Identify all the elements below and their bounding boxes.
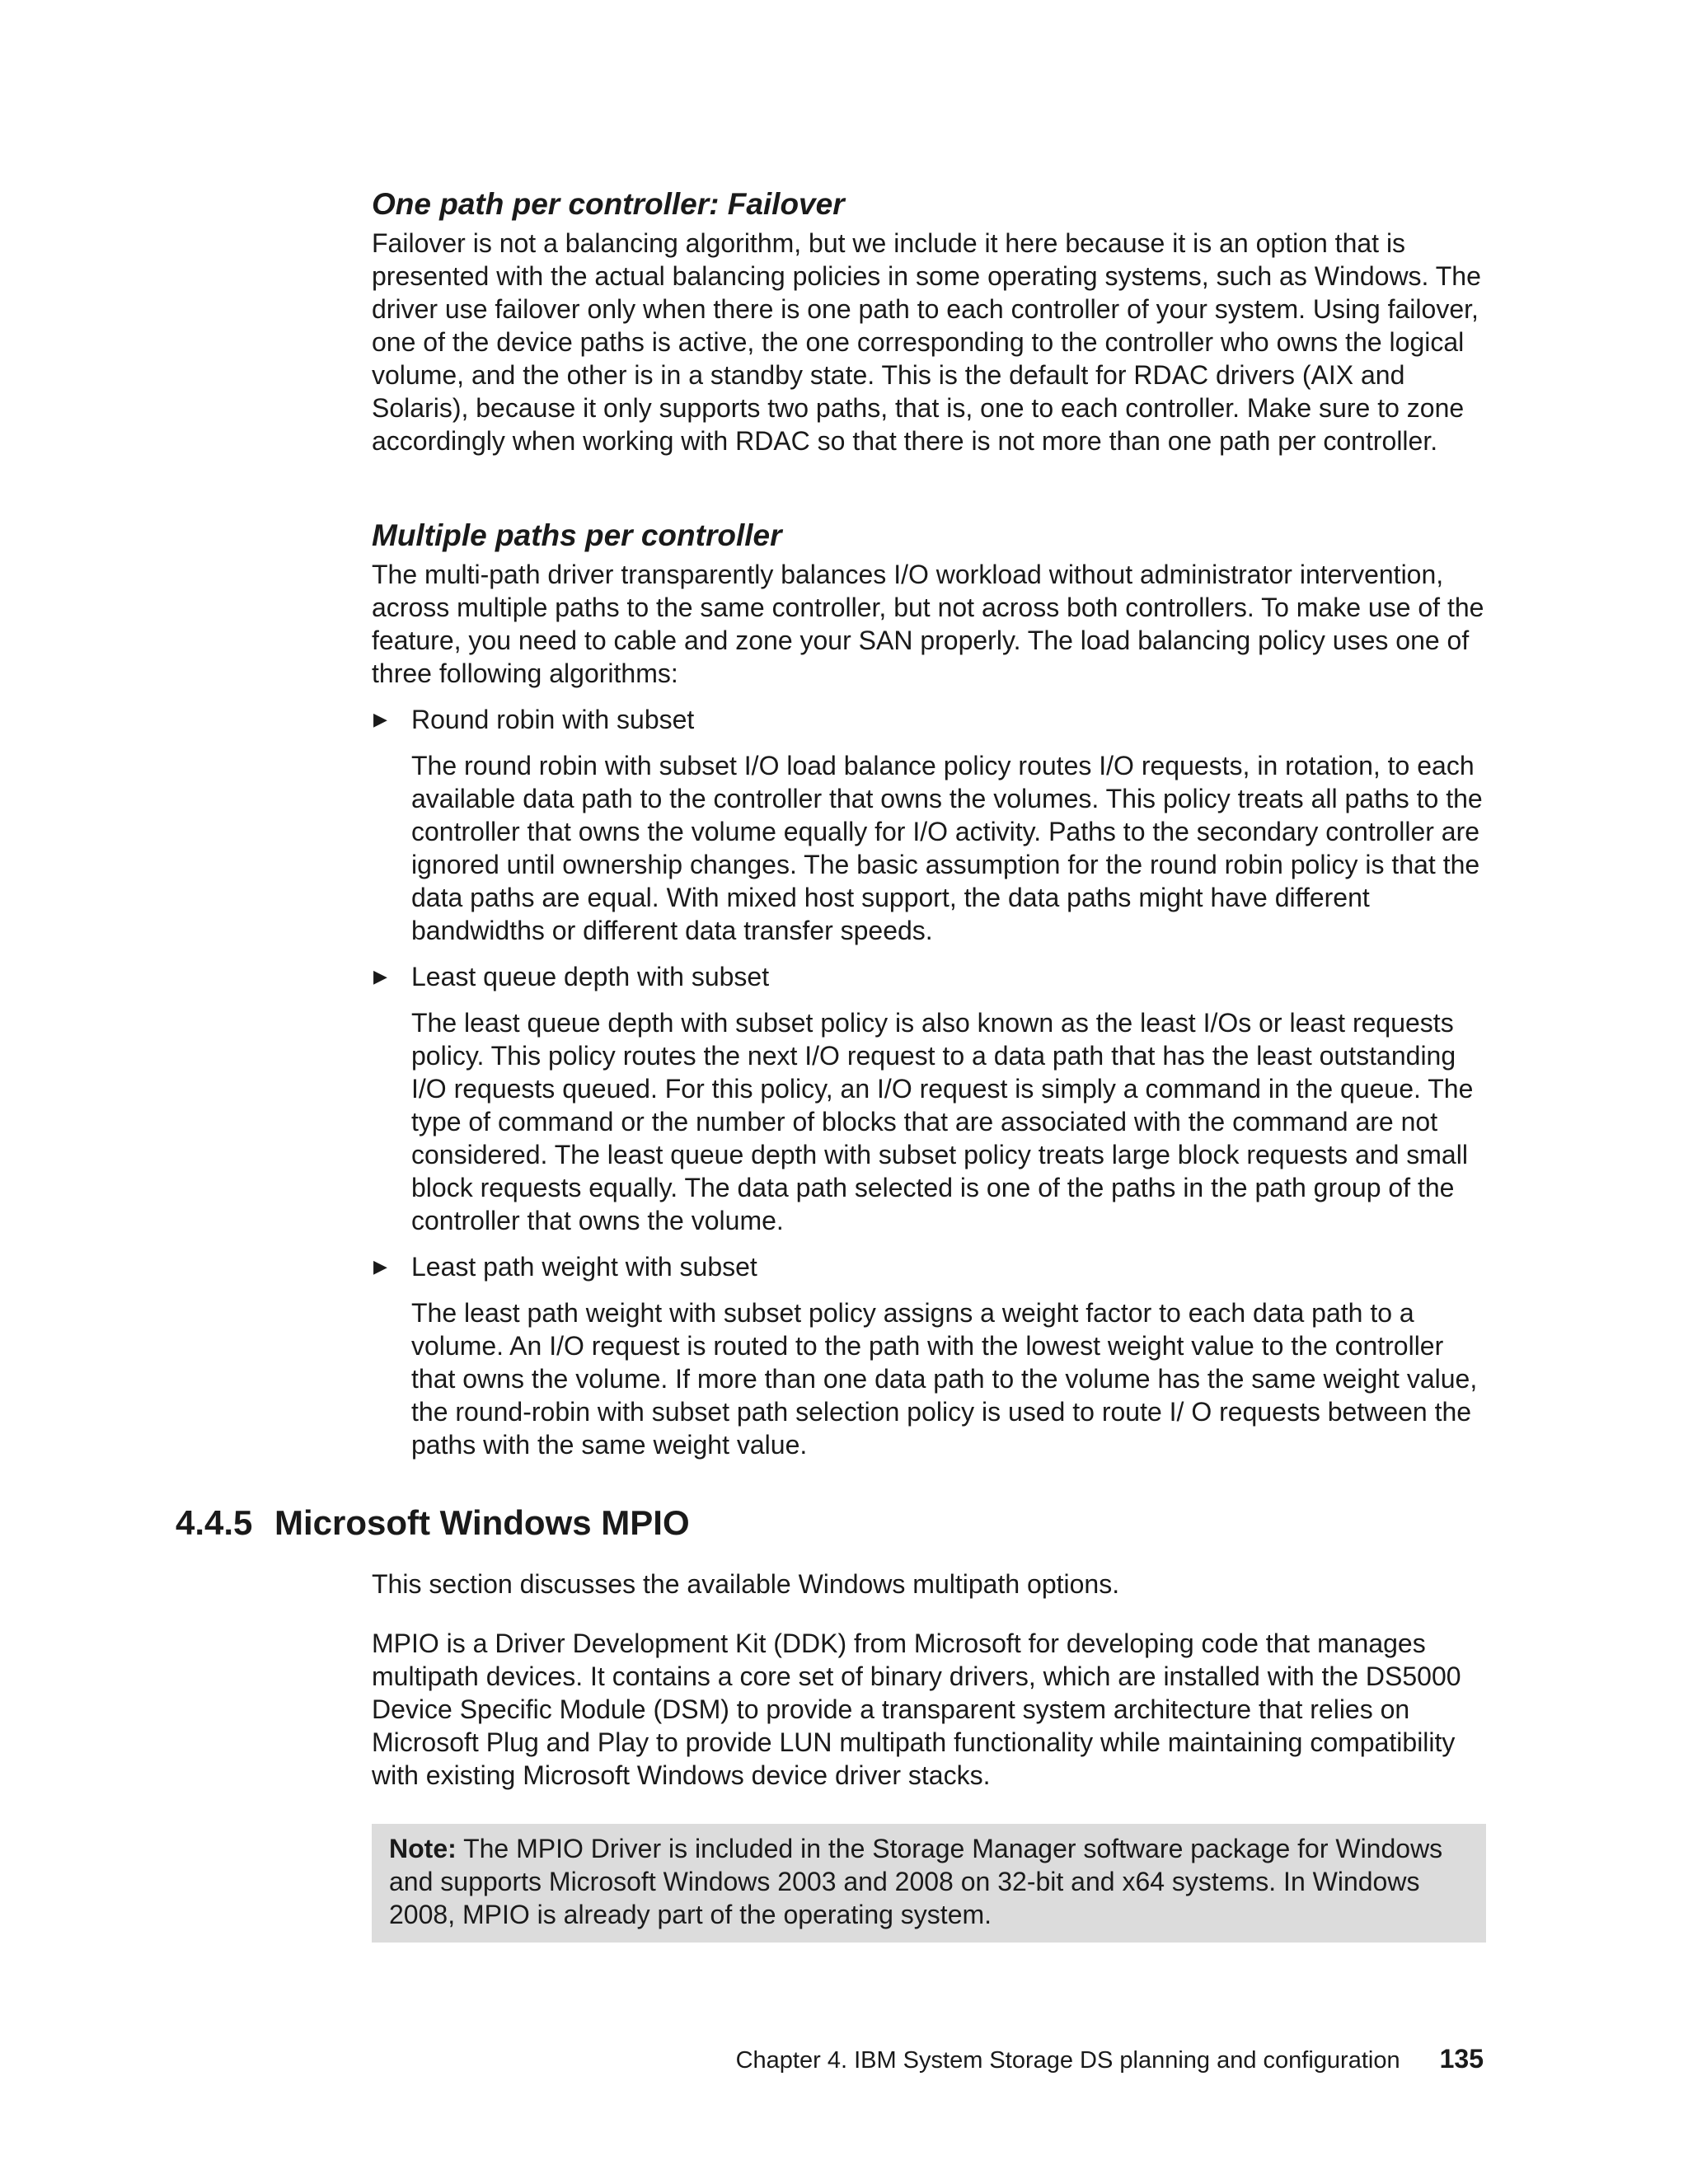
note-text: The MPIO Driver is included in the Storage Manager software package for Windows and supports Microsoft Windows 2003 and 2008 on 32-bit and x64 systems. In Windows 2008, MPIO is already part of the operating system. bbox=[389, 1834, 1443, 1929]
section-title: Microsoft Windows MPIO bbox=[274, 1503, 690, 1542]
mpio-paragraph: MPIO is a Driver Development Kit (DDK) from Microsoft for developing code that manages multipath devices. It contains a core set of binary drivers, which are installed with the DS5000 Device Specific Module (DSM) to provide a transparent system architecture that relies on Microsoft Plug and Play to provide LUN multipath functionality while maintaining compatibility with existing Microsoft Windows device driver stacks. bbox=[372, 1629, 1461, 1790]
bullet-triangle-icon: ▶ bbox=[373, 1256, 387, 1277]
list-item bbox=[372, 960, 1484, 993]
multipath-paragraph: The multi-path driver transparently balances I/O workload without administrator intervention, across multiple paths to the same controller, but not across both controllers. To make use of the feature, you need to cable and zone your SAN properly. The load balancing policy uses one of three following algorithms: bbox=[372, 560, 1484, 688]
multipath-heading: Multiple paths per controller bbox=[372, 518, 782, 552]
list-item bbox=[372, 1250, 1484, 1283]
failover-paragraph: Failover is not a balancing algorithm, but we include it here because it is an option that is presented with the actual balancing policies in some operating systems, such as Windows. The driver use failover only when there is one path to each controller of your system. Using failover, one of the device paths is active, the one corresponding to the controller who owns the logical volume, and the other is in a standby state. This is the default for RDAC drivers (AIX and Solaris), because it only supports two paths, that is, one to each controller. Make sure to zone accordingly when working with RDAC so that there is not more than one path per controller. bbox=[372, 228, 1481, 456]
bullet-triangle-icon: ▶ bbox=[373, 709, 387, 729]
bullet-title: Round robin with subset bbox=[411, 705, 695, 734]
mpio-intro: This section discusses the available Windows multipath options. bbox=[372, 1569, 1120, 1599]
bullet-list bbox=[372, 703, 1484, 1461]
note-label: Note: bbox=[389, 1834, 457, 1863]
page-footer bbox=[736, 2044, 1484, 2075]
page-number: 135 bbox=[1439, 2044, 1484, 2074]
section-number: 4.4.5 bbox=[176, 1503, 253, 1542]
bullet-triangle-icon: ▶ bbox=[373, 966, 387, 987]
bullet-title: Least queue depth with subset bbox=[411, 962, 770, 991]
multipath-section bbox=[372, 519, 1484, 1461]
note-box bbox=[372, 1824, 1486, 1943]
failover-section bbox=[372, 188, 1484, 457]
bullet-body: The round robin with subset I/O load balance policy routes I/O requests, in rotation, to each available data path to the controller that owns the volumes. This policy treats all paths to the controller that owns the volume equally for I/O activity. Paths to the secondary controller are ignored until ownership changes. The basic assumption for the round robin policy is that the data paths are equal. With mixed host support, the data paths might have different bandwidths or different data transfer speeds. bbox=[411, 751, 1483, 945]
bullet-body: The least queue depth with subset policy is also known as the least I/Os or least requests policy. This policy routes the next I/O request to a data path that has the least outstanding I/O requests queued. For this policy, an I/O request is simply a command in the queue. The type of command or the number of blocks that are associated with the command are not considered. The least queue depth with subset policy treats large block requests and small block requests equally. The data path selected is one of the paths in the path group of the controller that owns the volume. bbox=[411, 1008, 1474, 1235]
footer-chapter: Chapter 4. IBM System Storage DS planning and configuration bbox=[735, 2047, 1400, 2074]
bullet-title: Least path weight with subset bbox=[411, 1252, 757, 1282]
failover-heading: One path per controller: Failover bbox=[372, 187, 845, 221]
list-item bbox=[372, 703, 1484, 736]
bullet-body: The least path weight with subset policy assigns a weight factor to each data path to a volume. An I/O request is routed to the path with the lowest weight value to the controller that owns the volume. If more than one data path to the volume has the same weight value, the round-robin with subset path selection policy is used to route I/ O requests between the paths with the same weight value. bbox=[411, 1298, 1478, 1460]
mpio-section bbox=[372, 1568, 1484, 1792]
section-heading bbox=[176, 1503, 690, 1543]
